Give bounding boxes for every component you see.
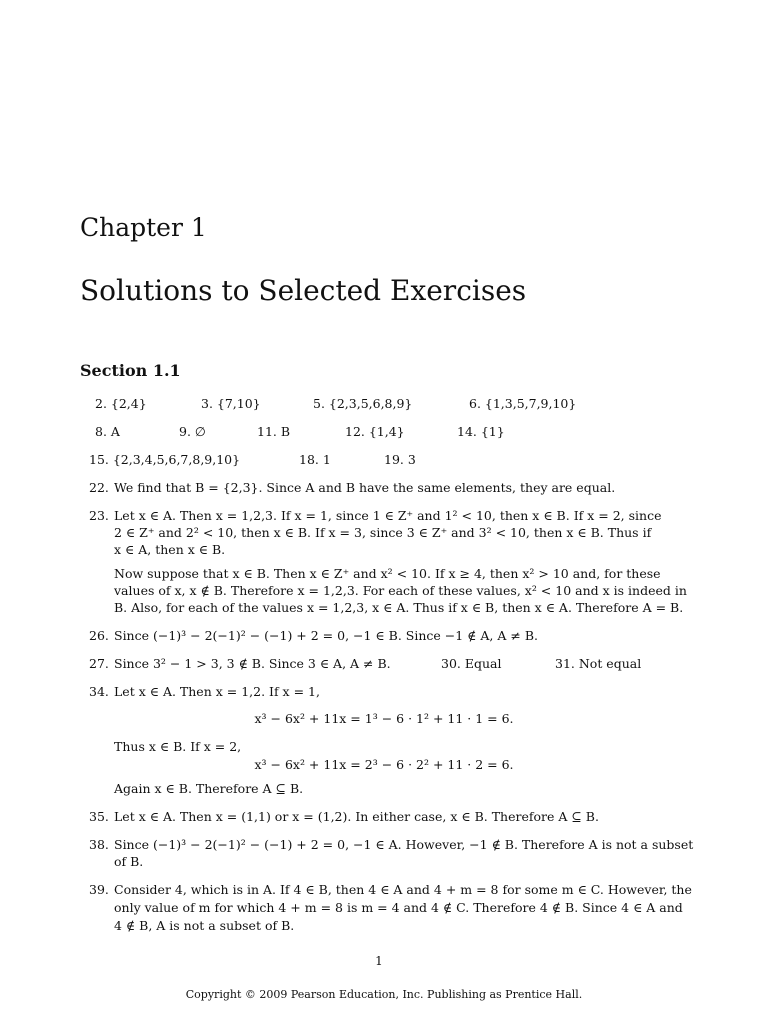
answer-11: 11. B — [257, 424, 291, 439]
answer-8: 8. A — [95, 424, 120, 439]
answer-5: 5. {2,3,5,6,8,9} — [313, 396, 413, 411]
solution-text: B. Also, for each of the values x = 1,2,3, x ∈ A. Thus if x ∈ B, then x ∈ A. Therefore A = B. — [114, 600, 684, 615]
solution-text: only value of m for which 4 + m = 8 is m = 4 and 4 ∉ C. Therefore 4 ∉ B. Since 4 ∈ A and — [114, 900, 683, 915]
copyright-footer: Copyright © 2009 Pearson Education, Inc. Publishing as Prentice Hall. — [185, 988, 583, 1001]
answer-19: 19. 3 — [384, 452, 416, 467]
exercise-number: 27. — [89, 656, 109, 671]
exercise-number: 38. — [89, 837, 109, 852]
solution-text: of B. — [114, 854, 144, 869]
page-title: Solutions to Selected Exercises — [80, 274, 527, 307]
solution-text: Consider 4, which is in A. If 4 ∈ B, then 4 ∈ A and 4 + m = 8 for some m ∈ C. However, the — [114, 882, 692, 897]
display-equation: x³ − 6x² + 11x = 1³ − 6 · 1² + 11 · 1 = 6. — [254, 711, 514, 726]
answer-6: 6. {1,3,5,7,9,10} — [469, 396, 577, 411]
section-heading: Section 1.1 — [80, 361, 181, 380]
display-equation: x³ − 6x² + 11x = 2³ − 6 · 2² + 11 · 2 = 6. — [254, 757, 514, 772]
solution-text: Now suppose that x ∈ B. Then x ∈ Z⁺ and x² < 10. If x ≥ 4, then x² > 10 and, for these — [114, 566, 661, 581]
solution-text: Again x ∈ B. Therefore A ⊆ B. — [114, 781, 304, 796]
page-number: 1 — [375, 954, 383, 968]
answer-15: 15. {2,3,4,5,6,7,8,9,10} — [89, 452, 241, 467]
answer-31: 31. Not equal — [555, 656, 642, 671]
exercise-number: 35. — [89, 809, 109, 824]
solution-text: Since 3² − 1 > 3, 3 ∉ B. Since 3 ∈ A, A ≠ B. — [114, 656, 391, 671]
solution-text: Thus x ∈ B. If x = 2, — [114, 739, 242, 754]
exercise-number: 39. — [89, 882, 109, 897]
solution-text: Since (−1)³ − 2(−1)² − (−1) + 2 = 0, −1 ∈ B. Since −1 ∉ A, A ≠ B. — [114, 628, 538, 643]
answer-30: 30. Equal — [441, 656, 502, 671]
solution-text: values of x, x ∉ B. Therefore x = 1,2,3. For each of these values, x² < 10 and x is indeed in — [114, 583, 687, 598]
answer-18: 18. 1 — [299, 452, 331, 467]
answer-9: 9. ∅ — [179, 424, 206, 439]
solution-text: We find that B = {2,3}. Since A and B have the same elements, they are equal. — [114, 480, 616, 495]
solution-text: Since (−1)³ − 2(−1)² − (−1) + 2 = 0, −1 ∈ A. However, −1 ∉ B. Therefore A is not a subset — [114, 837, 694, 852]
solution-text: Let x ∈ A. Then x = 1,2,3. If x = 1, since 1 ∈ Z⁺ and 1² < 10, then x ∈ B. If x = 2, since — [114, 508, 662, 523]
solution-text: Let x ∈ A. Then x = (1,1) or x = (1,2). In either case, x ∈ B. Therefore A ⊆ B. — [114, 809, 599, 824]
exercise-number: 23. — [89, 508, 109, 523]
solution-text: x ∈ A, then x ∈ B. — [114, 542, 226, 557]
chapter-label: Chapter 1 — [80, 213, 207, 242]
exercise-number: 26. — [89, 628, 109, 643]
answer-3: 3. {7,10} — [201, 396, 261, 411]
answer-14: 14. {1} — [457, 424, 505, 439]
solution-text: 4 ∉ B, A is not a subset of B. — [114, 918, 295, 933]
answer-2: 2. {2,4} — [95, 396, 147, 411]
solution-text: Let x ∈ A. Then x = 1,2. If x = 1, — [114, 684, 320, 699]
answer-12: 12. {1,4} — [345, 424, 405, 439]
solution-text: 2 ∈ Z⁺ and 2² < 10, then x ∈ B. If x = 3, since 3 ∈ Z⁺ and 3² < 10, then x ∈ B. Thus if — [114, 525, 652, 540]
exercise-number: 34. — [89, 684, 109, 699]
exercise-number: 22. — [89, 480, 109, 495]
